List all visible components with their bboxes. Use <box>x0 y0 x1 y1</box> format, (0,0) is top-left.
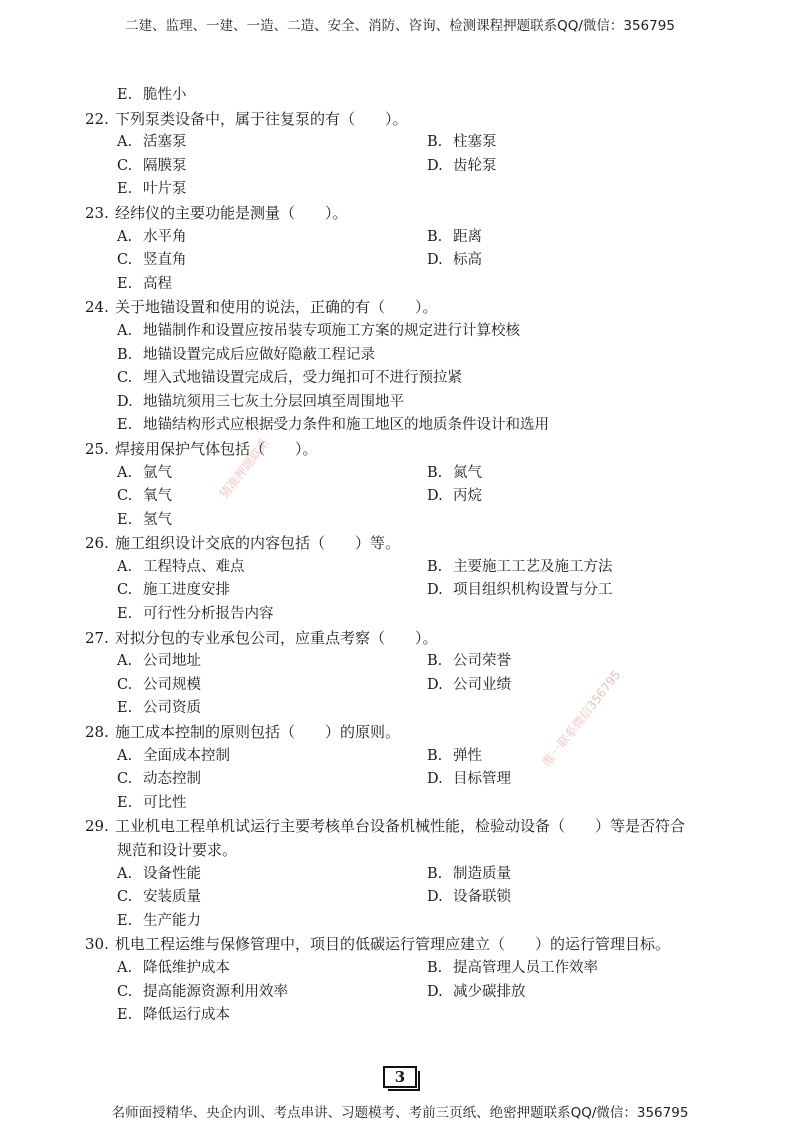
option-c <box>117 886 201 910</box>
option-letter: C. <box>117 252 133 269</box>
option-letter: D. <box>427 771 443 788</box>
option-text: 公司资质 <box>143 700 201 717</box>
option-row <box>85 391 735 415</box>
option-row <box>85 367 735 391</box>
option-row <box>85 886 735 910</box>
option-text: 隔膜泵 <box>143 157 187 174</box>
option-text: 提高能源资源利用效率 <box>143 983 288 1000</box>
option-b <box>427 131 497 155</box>
option-row <box>85 320 735 344</box>
watermark: 猜准押题联系 <box>216 435 273 502</box>
option-row <box>85 579 735 603</box>
option-row <box>85 981 735 1005</box>
option-text: 工程特点、难点 <box>143 558 245 575</box>
question-number: 25. <box>85 439 109 458</box>
option-b <box>427 650 511 674</box>
option-letter: E. <box>117 1007 133 1024</box>
question-number: 28. <box>85 723 109 742</box>
option-e <box>117 509 172 533</box>
option-row <box>85 178 735 202</box>
option-e <box>117 910 201 934</box>
option-text: 叶片泵 <box>143 181 187 198</box>
option-d <box>427 674 511 698</box>
question-stem <box>85 108 735 132</box>
option-text: 活塞泵 <box>143 134 187 151</box>
option-c <box>117 579 230 603</box>
option-letter: A. <box>117 747 133 764</box>
option-e: E. 脆性小 <box>117 87 187 103</box>
question-text: 施工成本控制的原则包括（ ）的原则。 <box>115 723 401 742</box>
option-e <box>117 414 549 438</box>
option-text: 设备性能 <box>143 865 201 882</box>
option-text: 氩气 <box>143 464 172 481</box>
option-row <box>85 509 735 533</box>
question-stem <box>85 202 735 226</box>
option-text: 高程 <box>143 275 172 292</box>
option-d <box>427 155 497 179</box>
option-row <box>85 414 735 438</box>
option-text: 公司荣誉 <box>453 653 511 670</box>
option-letter: E. <box>117 700 133 717</box>
option-d <box>427 886 511 910</box>
option-text: 距离 <box>453 228 482 245</box>
question-stem <box>85 532 735 556</box>
option-letter: D. <box>427 252 443 269</box>
option-row <box>85 792 735 816</box>
question-number: 23. <box>85 203 109 222</box>
option-text: 地锚设置完成后应做好隐蔽工程记录 <box>143 346 375 363</box>
option-d <box>427 249 482 273</box>
option-letter: E. <box>117 912 133 929</box>
option-a <box>117 745 230 769</box>
option-letter: A. <box>117 134 133 151</box>
option-text: 丙烷 <box>453 488 482 505</box>
option-c <box>117 249 187 273</box>
watermark: 唯一联系微信356795 <box>539 667 624 770</box>
option-d <box>117 391 404 415</box>
option-letter: E. <box>117 181 133 198</box>
option-row <box>85 226 735 250</box>
question-list <box>85 84 735 1028</box>
question-number: 24. <box>85 298 109 317</box>
question-stem <box>85 296 735 320</box>
page-number: 3 <box>383 1066 417 1088</box>
option-a <box>117 131 187 155</box>
option-text: 目标管理 <box>453 771 511 788</box>
option-e <box>117 1004 230 1028</box>
option-letter: C. <box>117 157 133 174</box>
option-text: 安装质量 <box>143 889 201 906</box>
option-letter: A. <box>117 959 133 976</box>
option-letter: E. <box>117 606 133 623</box>
option-letter: B. <box>427 228 443 245</box>
option-b <box>427 863 511 887</box>
option-text: 降低运行成本 <box>143 1007 230 1024</box>
question-stem <box>85 815 735 839</box>
option-text: 制造质量 <box>453 865 511 882</box>
option-text: 设备联锁 <box>453 889 511 906</box>
option-e <box>117 697 201 721</box>
option-c <box>117 981 288 1005</box>
option-row <box>85 957 735 981</box>
option-d <box>427 768 511 792</box>
question-text: 关于地锚设置和使用的说法，正确的有（ ）。 <box>115 298 438 317</box>
question-stem <box>85 933 735 957</box>
option-row <box>85 603 735 627</box>
option-text: 降低维护成本 <box>143 959 230 976</box>
question-text: 工业机电工程单机试运行主要考核单台设备机械性能，检验动设备（ ）等是否符合 <box>115 817 686 836</box>
option-row <box>85 910 735 934</box>
option-a <box>117 957 230 981</box>
option-text: 地锚制作和设置应按吊装专项施工方案的规定进行计算校核 <box>143 322 520 339</box>
option-e <box>117 178 187 202</box>
option-letter: C. <box>117 370 133 387</box>
option-row <box>85 344 735 368</box>
option-c <box>117 768 201 792</box>
option-text: 地锚结构形式应根据受力条件和施工地区的地质条件设计和选用 <box>143 417 549 434</box>
option-row <box>85 768 735 792</box>
option-letter: D. <box>427 889 443 906</box>
option-row <box>85 155 735 179</box>
option-text: 埋入式地锚设置完成后，受力绳扣可不进行预拉紧 <box>143 370 462 387</box>
option-text: 标高 <box>453 252 482 269</box>
option-text: 柱塞泵 <box>453 134 497 151</box>
option-text: 氧气 <box>143 488 172 505</box>
question-number: 29. <box>85 817 109 836</box>
option-row <box>85 273 735 297</box>
question-text: 经纬仪的主要功能是测量（ ）。 <box>115 203 348 222</box>
option-b <box>427 957 598 981</box>
option-letter: C. <box>117 488 133 505</box>
page-footer: 名师面授精华、央企内训、考点串讲、习题模考、考前三页纸、绝密押题联系QQ/微信：356795 <box>111 1105 689 1121</box>
option-row <box>85 249 735 273</box>
option-text: 项目组织机构设置与分工 <box>453 582 613 599</box>
option-text: 竖直角 <box>143 252 187 269</box>
question-stem <box>85 438 735 462</box>
option-c <box>117 674 201 698</box>
question-text-continued: 规范和设计要求。 <box>117 841 238 859</box>
option-letter: E. <box>117 794 133 811</box>
option-letter: B. <box>427 134 443 151</box>
option-d <box>427 981 526 1005</box>
option-c <box>117 485 172 509</box>
option-letter: B. <box>427 653 443 670</box>
option-b <box>427 745 482 769</box>
option-letter: B. <box>427 959 443 976</box>
option-text: 施工进度安排 <box>143 582 230 599</box>
option-row <box>85 650 735 674</box>
question-text: 对拟分包的专业承包公司，应重点考察（ ）。 <box>115 628 438 647</box>
option-letter: A. <box>117 322 133 339</box>
option-letter: D. <box>427 983 443 1000</box>
option-text: 地锚坑须用三七灰土分层回填至周围地平 <box>143 393 404 410</box>
option-text: 公司规模 <box>143 676 201 693</box>
option-letter: C. <box>117 889 133 906</box>
option-row <box>85 462 735 486</box>
option-d <box>427 485 482 509</box>
question-text: 焊接用保护气体包括（ ）。 <box>115 439 318 458</box>
option-letter: D. <box>427 582 443 599</box>
option-letter: A. <box>117 464 133 481</box>
option-a <box>117 863 201 887</box>
option-a <box>117 462 172 486</box>
option-b <box>427 556 613 580</box>
option-text: 主要施工工艺及施工方法 <box>453 558 613 575</box>
option-letter: B. <box>427 558 443 575</box>
option-row <box>85 863 735 887</box>
option-letter: C. <box>117 771 133 788</box>
option-letter: E. <box>117 511 133 528</box>
option-text: 提高管理人员工作效率 <box>453 959 598 976</box>
option-text: 水平角 <box>143 228 187 245</box>
option-e <box>117 273 172 297</box>
option-c <box>117 155 187 179</box>
option-letter: B. <box>427 865 443 882</box>
option-row <box>85 745 735 769</box>
option-d <box>427 579 613 603</box>
option-text: 公司业绩 <box>453 676 511 693</box>
option-letter: B. <box>117 346 133 363</box>
option-row <box>85 556 735 580</box>
option-c <box>117 367 462 391</box>
option-letter: C. <box>117 676 133 693</box>
option-text: 减少碳排放 <box>453 983 526 1000</box>
option-text: 生产能力 <box>143 912 201 929</box>
option-a <box>117 556 245 580</box>
question-text: 机电工程运维与保修管理中，项目的低碳运行管理应建立（ ）的运行管理目标。 <box>115 935 671 954</box>
option-letter: A. <box>117 653 133 670</box>
option-e <box>117 603 274 627</box>
option-letter: B. <box>427 747 443 764</box>
question-text: 施工组织设计交底的内容包括（ ）等。 <box>115 534 401 553</box>
option-letter: C. <box>117 983 133 1000</box>
option-row <box>85 131 735 155</box>
option-letter: D. <box>117 393 133 410</box>
option-row <box>85 485 735 509</box>
option-text: 动态控制 <box>143 771 201 788</box>
question-stem <box>85 627 735 651</box>
option-row <box>85 674 735 698</box>
option-letter: E. <box>117 417 133 434</box>
option-letter: D. <box>427 157 443 174</box>
option-text: 可行性分析报告内容 <box>143 606 274 623</box>
question-number: 26. <box>85 534 109 553</box>
option-text: 公司地址 <box>143 653 201 670</box>
option-text: 可比性 <box>143 794 187 811</box>
question-number: 30. <box>85 935 109 954</box>
option-letter: C. <box>117 582 133 599</box>
option-text: 全面成本控制 <box>143 747 230 764</box>
option-row <box>85 1004 735 1028</box>
option-text: 弹性 <box>453 747 482 764</box>
question-number: 27. <box>85 628 109 647</box>
question-text: 下列泵类设备中，属于往复泵的有（ ）。 <box>115 109 408 128</box>
option-letter: A. <box>117 558 133 575</box>
option-b <box>427 226 482 250</box>
option-b <box>427 462 482 486</box>
option-b <box>117 344 375 368</box>
option-letter: B. <box>427 464 443 481</box>
option-letter: D. <box>427 676 443 693</box>
option-a <box>117 226 187 250</box>
option-e <box>117 792 187 816</box>
question-stem <box>85 721 735 745</box>
option-letter: E. <box>117 275 133 292</box>
option-letter: A. <box>117 228 133 245</box>
option-letter: A. <box>117 865 133 882</box>
option-text: 氮气 <box>453 464 482 481</box>
option-text: 氢气 <box>143 511 172 528</box>
option-row <box>85 697 735 721</box>
option-a <box>117 650 201 674</box>
option-letter: D. <box>427 488 443 505</box>
option-a <box>117 320 520 344</box>
question-number: 22. <box>85 109 109 128</box>
page-header: 二建、监理、一建、一造、二造、安全、消防、咨询、检测课程押题联系QQ/微信：356795 <box>125 18 675 34</box>
option-text: 齿轮泵 <box>453 157 497 174</box>
